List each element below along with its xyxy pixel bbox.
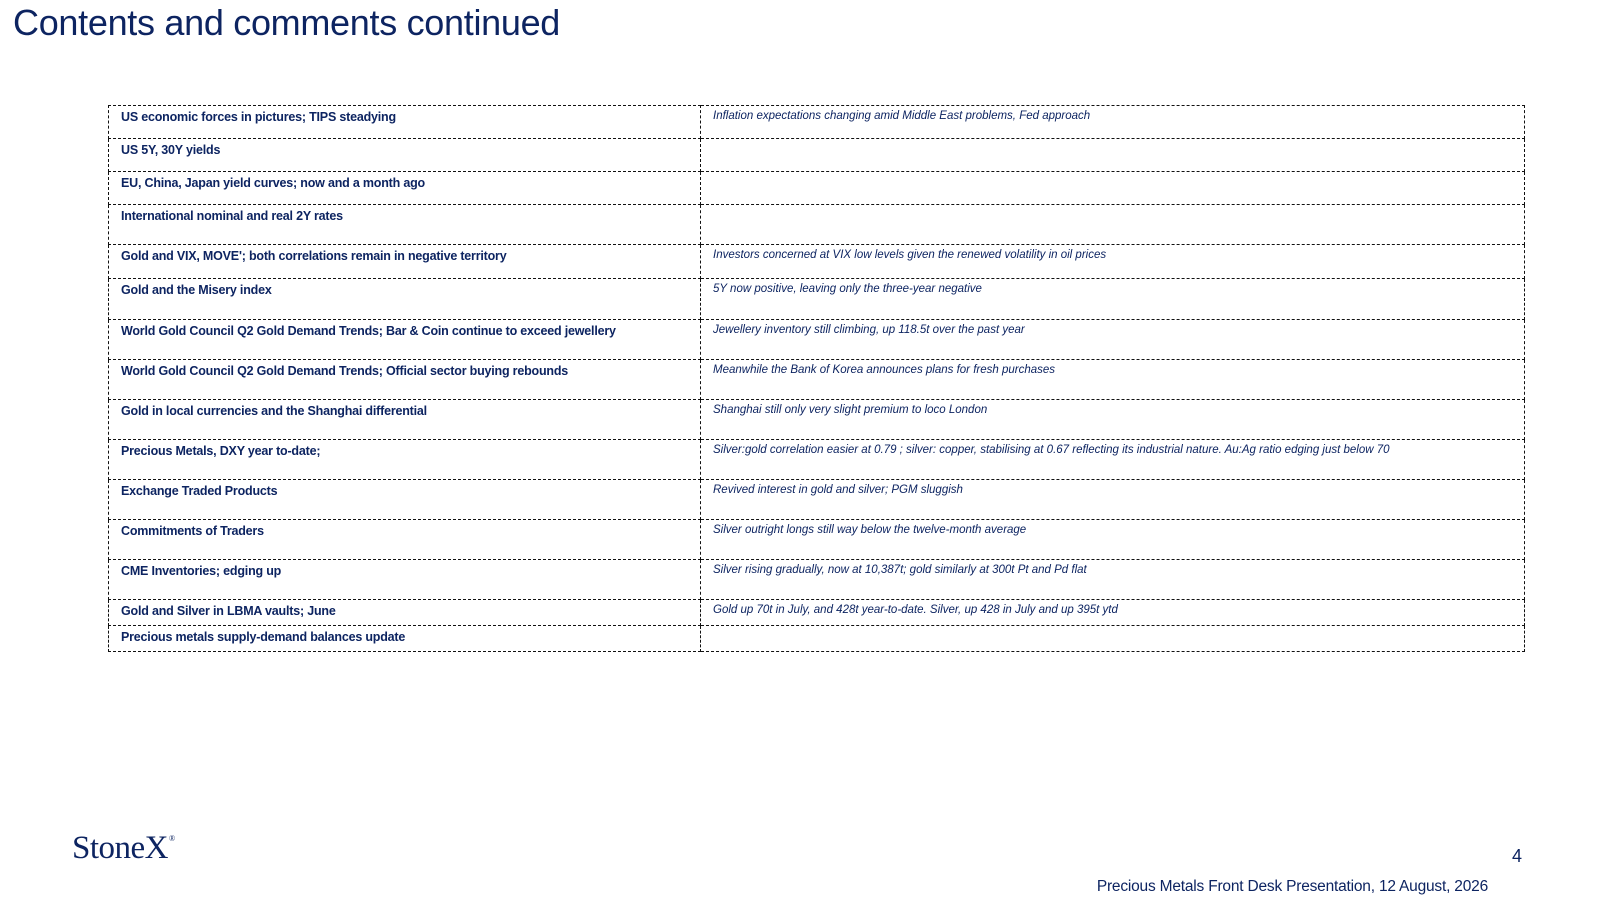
topic-cell: Precious metals supply-demand balances update [109,626,701,652]
topic-cell: US 5Y, 30Y yields [109,139,701,172]
table-row [109,279,1525,320]
topic-cell: World Gold Council Q2 Gold Demand Trends; Bar & Coin continue to exceed jewellery [109,320,701,360]
topic-cell: International nominal and real 2Y rates [109,205,701,245]
topic-cell: Exchange Traded Products [109,480,701,520]
topic-cell: Gold and the Misery index [109,279,701,320]
table-row [109,205,1525,245]
table-row [109,480,1525,520]
table-row [109,400,1525,440]
topic-cell: Gold and Silver in LBMA vaults; June [109,600,701,626]
stonex-logo [72,830,175,867]
table-row [109,560,1525,600]
topic-cell: Gold in local currencies and the Shanghai differential [109,400,701,440]
comment-cell [701,172,1525,205]
topic-cell: EU, China, Japan yield curves; now and a month ago [109,172,701,205]
comment-cell: Jewellery inventory still climbing, up 118.5t over the past year [701,320,1525,360]
contents-table [108,105,1525,652]
comment-cell: Revived interest in gold and silver; PGM sluggish [701,480,1525,520]
comment-cell: Shanghai still only very slight premium to loco London [701,400,1525,440]
table-row [109,600,1525,626]
table-row [109,172,1525,205]
comment-cell [701,626,1525,652]
topic-cell: World Gold Council Q2 Gold Demand Trends; Official sector buying rebounds [109,360,701,400]
table-row [109,440,1525,480]
comment-cell: Gold up 70t in July, and 428t year-to-date. Silver, up 428 in July and up 395t ytd [701,600,1525,626]
table-row [109,360,1525,400]
logo-text: StoneX [72,830,168,866]
table-row [109,245,1525,279]
table-row [109,139,1525,172]
comment-cell: Inflation expectations changing amid Middle East problems, Fed approach [701,106,1525,139]
comment-cell [701,205,1525,245]
comment-cell: Silver rising gradually, now at 10,387t; gold similarly at 300t Pt and Pd flat [701,560,1525,600]
comment-cell: Investors concerned at VIX low levels given the renewed volatility in oil prices [701,245,1525,279]
comment-cell: Silver:gold correlation easier at 0.79 ; silver: copper, stabilising at 0.67 reflecting its industrial nature. Au:Ag ratio edging just below 70 [701,440,1525,480]
registered-mark: ® [169,834,175,843]
table-row [109,626,1525,652]
topic-cell: Gold and VIX, MOVE'; both correlations remain in negative territory [109,245,701,279]
topic-cell: Commitments of Traders [109,520,701,560]
table-row [109,106,1525,139]
page-title: Contents and comments continued [13,2,561,43]
comment-cell: 5Y now positive, leaving only the three-year negative [701,279,1525,320]
topic-cell: Precious Metals, DXY year to-date; [109,440,701,480]
table-row [109,520,1525,560]
page-number: 4 [1512,846,1523,866]
topic-cell: CME Inventories; edging up [109,560,701,600]
comment-cell [701,139,1525,172]
comment-cell: Silver outright longs still way below the twelve-month average [701,520,1525,560]
topic-cell: US economic forces in pictures; TIPS steadying [109,106,701,139]
table-row [109,320,1525,360]
footer-text: Precious Metals Front Desk Presentation, 12 August, 2026 [1096,878,1488,895]
comment-cell: Meanwhile the Bank of Korea announces plans for fresh purchases [701,360,1525,400]
